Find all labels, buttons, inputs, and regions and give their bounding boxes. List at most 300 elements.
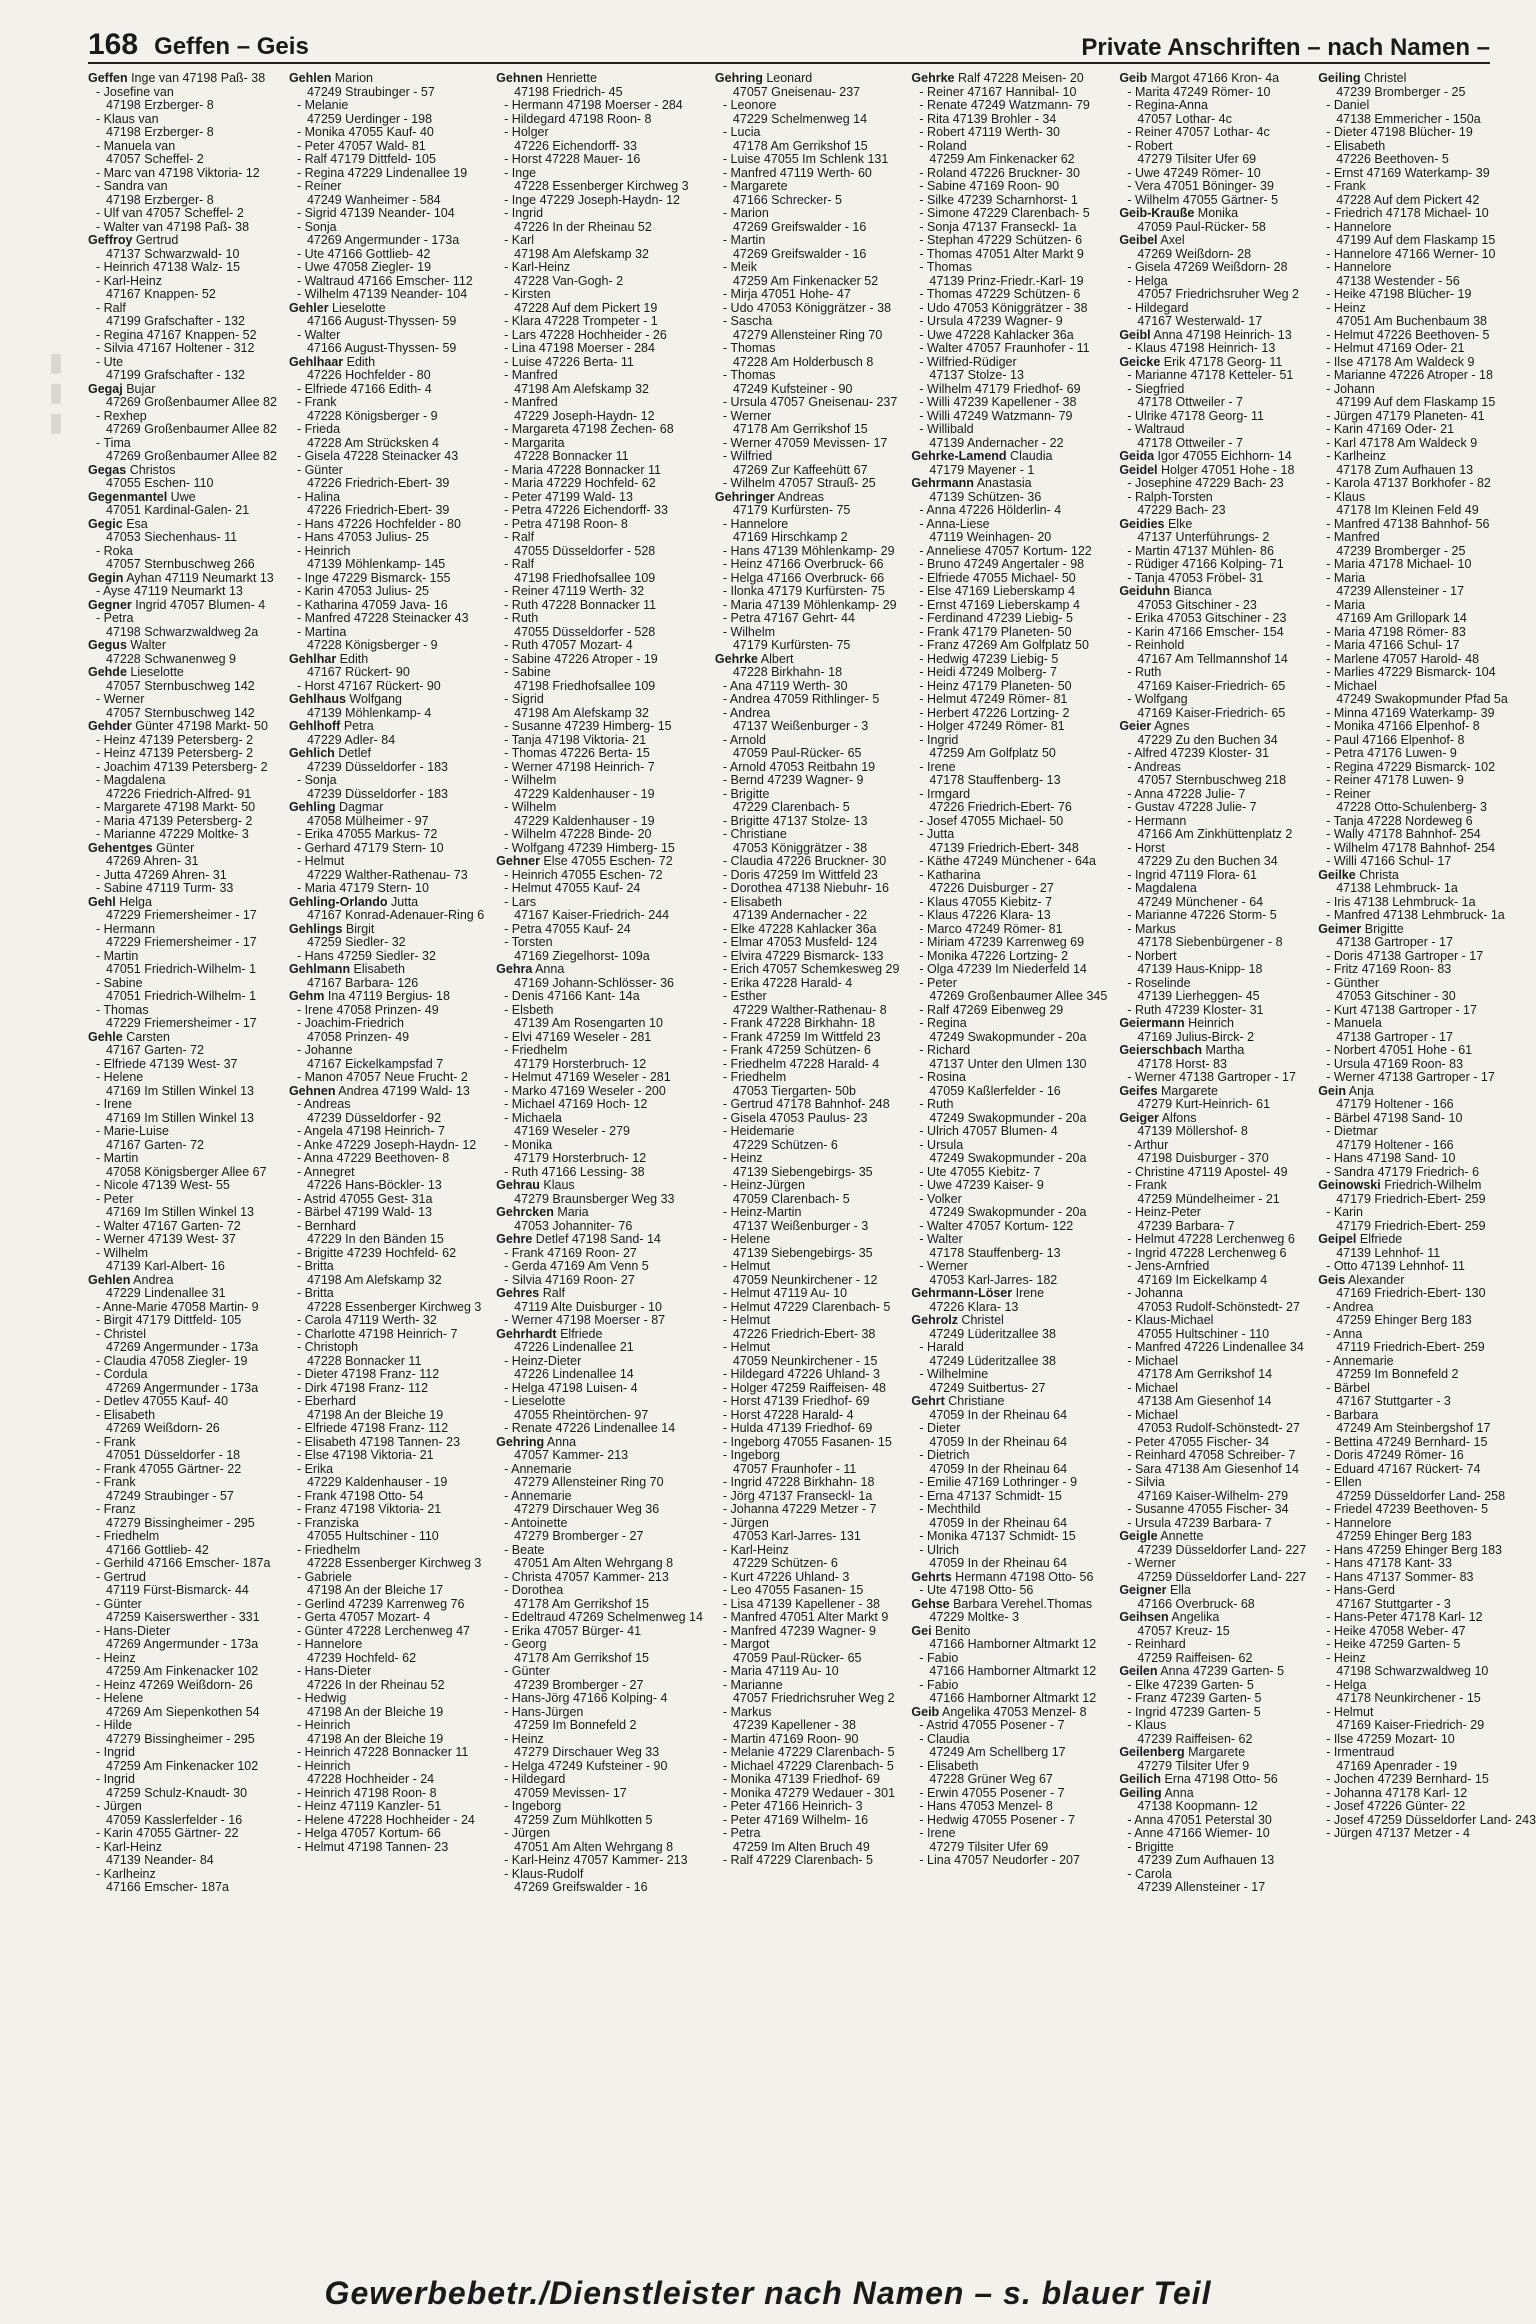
directory-entry: - Maria 47228 Bonnacker 11 xyxy=(504,462,661,477)
directory-entry: - Miriam 47239 Karrenweg 69 xyxy=(919,935,1085,949)
directory-entry: 47057 Kammer- 213 xyxy=(514,1448,629,1462)
directory-entry: - Martin 47169 Roon- 90 xyxy=(722,1731,859,1746)
directory-entry: - Willi 47239 Kapellener - 38 xyxy=(919,395,1077,409)
directory-entry: Gehring Leonard xyxy=(714,71,813,85)
directory-entry: - Paul 47166 Elpenhof- 8 xyxy=(1326,732,1465,747)
directory-entry: 47229 Kaldenhauser - 19 xyxy=(514,813,655,828)
directory-entry: - Wilhelmine xyxy=(919,1367,989,1381)
directory-entry: - Andrea 47059 Rithlinger- 5 xyxy=(722,692,880,706)
directory-entry: 47179 Kurfürsten- 75 xyxy=(732,503,851,517)
directory-entry: - Lisa 47139 Kapellener - 38 xyxy=(722,1596,880,1611)
directory-entry: - Karl-Heinz xyxy=(504,260,571,274)
directory-entry: 47226 Friedrich-Alfred- 91 xyxy=(106,786,252,801)
directory-entry: Geidel Holger 47051 Hohe - 18 xyxy=(1119,462,1295,477)
directory-entry: 47139 Am Rosengarten 10 xyxy=(514,1016,663,1030)
directory-entry: 47166 August-Thyssen- 59 xyxy=(306,314,457,328)
directory-entry: 47226 Beethoven- 5 xyxy=(1336,152,1449,166)
directory-entry: 47226 In der Rheinau 52 xyxy=(306,1677,445,1692)
directory-entry: - Karl-Heinz xyxy=(96,1839,162,1854)
directory-entry: 47057 Gneisenau- 237 xyxy=(732,84,861,99)
directory-entry: - Heinrich 47198 Roon- 8 xyxy=(296,1785,437,1800)
directory-entry: 47058 Königsberger Allee 67 xyxy=(106,1164,267,1179)
directory-entry: - Fabio xyxy=(919,1650,959,1665)
directory-entry: - Lars 47228 Hochheider - 26 xyxy=(504,327,667,342)
directory-entry: 47051 Friedrich-Wilhelm- 1 xyxy=(106,962,257,976)
directory-entry: - Marlies 47229 Bismarck- 104 xyxy=(1326,665,1496,679)
directory-entry: 47198 Erzberger- 8 xyxy=(106,98,214,112)
directory-entry: - Britta xyxy=(296,1259,334,1273)
directory-entry: - Katharina xyxy=(919,867,981,882)
directory-entry: - Melanie 47229 Clarenbach- 5 xyxy=(722,1745,895,1759)
directory-entry: 47226 Friedrich-Ebert- 39 xyxy=(306,503,450,517)
directory-entry: 47138 Koopmann- 12 xyxy=(1137,1799,1258,1813)
directory-entry: - Reiner 47178 Luwen- 9 xyxy=(1326,773,1464,787)
directory-entry: - Bärbel 47198 Sand- 10 xyxy=(1326,1110,1463,1125)
directory-entry: - Wilhelm 47178 Bahnhof- 254 xyxy=(1326,840,1496,855)
directory-entry: 47055 Düsseldorfer - 528 xyxy=(514,543,656,558)
directory-entry: - Heinrich 47138 Walz- 15 xyxy=(96,260,241,274)
directory-entry: Gegin Ayhan 47119 Neumarkt 13 xyxy=(88,570,274,585)
directory-entry: 47239 Zum Aufhauen 13 xyxy=(1137,1853,1275,1867)
directory-entry: - Klaus xyxy=(1127,1718,1167,1732)
directory-entry: - Helene 47228 Hochheider - 24 xyxy=(296,1812,475,1827)
directory-entry: - Ralf 47179 Dittfeld- 105 xyxy=(296,152,436,166)
directory-entry: 47228 Van-Gogh- 2 xyxy=(514,273,624,288)
directory-entry: Geib-Krauße Monika xyxy=(1119,206,1239,220)
directory-entry: - Erika 47055 Markus- 72 xyxy=(296,827,438,841)
directory-entry: - Barbara xyxy=(1326,1407,1379,1422)
directory-entry: - Walter 47167 Garten- 72 xyxy=(96,1218,241,1233)
directory-entry: 47228 Auf dem Pickert 19 xyxy=(514,300,658,315)
directory-entry: Gegus Walter xyxy=(88,638,167,652)
directory-entry: 47249 Am Schellberg 17 xyxy=(929,1745,1066,1759)
directory-entry: 47051 Am Buchenbaum 38 xyxy=(1336,314,1487,328)
directory-entry: 47229 Walther-Rathenau- 73 xyxy=(306,867,468,882)
directory-entry: 47228 Otto-Schulenberg- 3 xyxy=(1336,800,1487,814)
directory-entry: - Irene xyxy=(919,759,956,774)
directory-entry: - Manfred 47228 Steinacker 43 xyxy=(296,611,469,625)
directory-entry: - Thomas 47229 Schützen- 6 xyxy=(919,287,1081,301)
directory-entry: - Ute 47198 Otto- 56 xyxy=(919,1583,1034,1597)
directory-entry: Geffroy Gertrud xyxy=(88,233,179,247)
directory-entry: Geffen Inge van 47198 Paß- 38 xyxy=(88,71,266,85)
directory-entry: - Arnold xyxy=(722,732,767,747)
directory-entry: - Andreas xyxy=(296,1097,351,1111)
directory-entry: 47169 Julius-Birck- 2 xyxy=(1137,1029,1255,1044)
directory-entry: Gehring Anna xyxy=(496,1434,577,1449)
directory-entry: 47167 Stuttgarter - 3 xyxy=(1336,1596,1451,1611)
directory-entry: - Harald xyxy=(919,1340,964,1354)
directory-entry: Geilke Christa xyxy=(1318,867,1399,882)
directory-entry: - Marianne xyxy=(722,1677,783,1692)
directory-entry: 47178 Horst- 83 xyxy=(1137,1056,1227,1071)
directory-entry: - Uwe 47228 Kahlacker 36a xyxy=(919,327,1074,342)
directory-entry: 47167 Barbara- 126 xyxy=(306,975,419,990)
directory-entry: 47053 Rudolf-Schönstedt- 27 xyxy=(1137,1299,1300,1314)
directory-entry: - Regina-Anna xyxy=(1127,98,1208,112)
directory-entry: 47249 Straubinger - 57 xyxy=(106,1488,234,1503)
directory-entry: - Minna 47169 Waterkamp- 39 xyxy=(1326,705,1495,720)
directory-entry: 47239 Düsseldorfer - 92 xyxy=(306,1110,442,1125)
directory-entry: - Heinz 47166 Overbruck- 66 xyxy=(722,557,884,571)
directory-entry: - Josef 47226 Günter- 22 xyxy=(1326,1799,1466,1813)
directory-entry: Gehentges Günter xyxy=(88,840,195,855)
directory-entry: Geierschbach Martha xyxy=(1119,1043,1245,1057)
directory-entry: 47057 Friedrichsruher Weg 2 xyxy=(1137,287,1299,301)
directory-entry: - Else 47198 Viktoria- 21 xyxy=(296,1448,434,1462)
directory-entry: Gehnen Henriette xyxy=(496,71,597,85)
directory-entry: - Gertrud xyxy=(96,1569,147,1584)
directory-entry: 47167 Eickelkampsfad 7 xyxy=(306,1056,444,1071)
directory-entry: - Erna 47137 Schmidt- 15 xyxy=(919,1488,1062,1503)
directory-entry: - Erika 47053 Gitschiner - 23 xyxy=(1127,611,1287,625)
directory-entry: - Margarita xyxy=(504,435,565,450)
directory-entry: 47269 Angermunder - 173a xyxy=(106,1637,259,1651)
directory-entry: 47259 Im Bonnefeld 2 xyxy=(1336,1367,1459,1381)
directory-entry: - Elfriede 47139 West- 37 xyxy=(96,1056,238,1071)
directory-entry: - Christel xyxy=(96,1326,147,1341)
directory-entry: - Manfred 47119 Werth- 60 xyxy=(722,165,872,180)
directory-entry: - Luise 47055 Im Schlenk 131 xyxy=(722,152,889,166)
directory-entry: 47169 Im Stillen Winkel 13 xyxy=(106,1083,254,1098)
directory-entry: 47178 Im Kleinen Feld 49 xyxy=(1336,503,1479,517)
directory-entry: 47178 Stauffenberg- 13 xyxy=(929,773,1061,787)
directory-entry: - Claudia 47058 Ziegler- 19 xyxy=(96,1353,248,1368)
directory-entry: - Marlene 47057 Harold- 48 xyxy=(1326,651,1480,666)
directory-entry: 47279 Tilsiter Ufer 69 xyxy=(929,1839,1049,1854)
directory-entry: 47166 August-Thyssen- 59 xyxy=(306,341,457,355)
directory-entry: Gehner Else 47055 Eschen- 72 xyxy=(496,854,673,868)
directory-entry: - Silke 47239 Scharnhorst- 1 xyxy=(919,192,1078,207)
directory-entry: - Elfriede 47055 Michael- 50 xyxy=(919,570,1076,585)
directory-entry: - Otto 47139 Lehnhof- 11 xyxy=(1326,1259,1465,1273)
directory-entry: - Roland 47226 Bruckner- 30 xyxy=(919,165,1080,180)
column-2 xyxy=(289,72,484,2282)
directory-entry: 47198 Friedhofsallee 109 xyxy=(514,570,656,585)
directory-entry: - Helmut xyxy=(296,854,345,868)
directory-entry: 47167 Rückert- 90 xyxy=(306,665,410,679)
directory-entry: 47139 Schützen- 36 xyxy=(929,489,1042,504)
directory-entry: 47259 Am Finkenacker 102 xyxy=(106,1758,259,1773)
directory-entry: 47139 Friedrich-Ebert- 348 xyxy=(929,840,1079,855)
directory-entry: 47259 Düsseldorfer Land- 227 xyxy=(1137,1569,1307,1584)
directory-entry: - Monika 47137 Schmidt- 15 xyxy=(919,1529,1076,1543)
directory-entry: - Eberhard xyxy=(296,1394,357,1408)
directory-entry: - Ingrid 47228 Birkhahn- 18 xyxy=(722,1475,875,1489)
directory-entry: - Frank xyxy=(296,395,337,409)
directory-entry: 47269 Greifswalder - 16 xyxy=(732,246,867,261)
directory-entry: 47228 Schwanenweg 9 xyxy=(106,651,236,666)
directory-entry: Geiling Christel xyxy=(1318,71,1407,85)
directory-entry: - Luise 47226 Berta- 11 xyxy=(504,354,634,369)
directory-entry: Gehrmann Anastasia xyxy=(911,476,1032,490)
directory-entry: - Helmut 47228 Lerchenweg 6 xyxy=(1127,1232,1295,1246)
directory-entry: - Helmut 47169 Oder- 21 xyxy=(1326,341,1465,355)
directory-entry: - Gerda 47169 Am Venn 5 xyxy=(504,1259,649,1273)
directory-entry: - Karl-Heinz 47057 Kammer- 213 xyxy=(504,1853,688,1867)
directory-entry: 47139 Prinz-Friedr.-Karl- 19 xyxy=(929,273,1084,288)
directory-entry: 47059 In der Rheinau 64 xyxy=(929,1515,1068,1530)
directory-entry: - Michael xyxy=(1326,678,1377,693)
directory-entry: - Roselinde xyxy=(1127,975,1191,990)
directory-entry: 47119 Fürst-Bismarck- 44 xyxy=(106,1583,249,1597)
directory-entry: - Wilhelm 47139 Neander- 104 xyxy=(296,287,468,301)
directory-entry: - Helga 47249 Kufsteiner - 90 xyxy=(504,1758,668,1773)
directory-entry: - Hans 47259 Siedler- 32 xyxy=(296,948,436,963)
directory-entry: - Helga 47198 Luisen- 4 xyxy=(504,1380,638,1395)
directory-entry: - Elisabeth 47198 Tannen- 23 xyxy=(296,1434,461,1449)
directory-entry: - Mirja 47051 Hohe- 47 xyxy=(722,287,851,301)
directory-entry: 47239 Barbara- 7 xyxy=(1137,1218,1235,1233)
directory-entry: - Horst 47228 Mauer- 16 xyxy=(504,152,641,166)
directory-entry: 47229 Schützen- 6 xyxy=(732,1556,838,1570)
directory-entry: - Doris 47259 Im Wittfeld 23 xyxy=(722,867,878,882)
directory-entry: - Brigitte 47137 Stolze- 13 xyxy=(722,813,868,828)
directory-entry: 47226 Friedrich-Ebert- 38 xyxy=(732,1326,876,1341)
directory-entry: - Elvira 47229 Bismarck- 133 xyxy=(722,948,884,963)
directory-entry: 47239 Düsseldorfer - 183 xyxy=(306,786,449,801)
directory-entry: - Joachim 47139 Petersberg- 2 xyxy=(96,759,268,774)
directory-entry: - Maria 47178 Michael- 10 xyxy=(1326,557,1472,571)
directory-entry: - Herbert 47226 Lortzing- 2 xyxy=(919,705,1070,720)
directory-entry: 47229 Kaldenhauser - 19 xyxy=(514,786,655,801)
directory-entry: - Frank 47179 Planeten- 50 xyxy=(919,624,1072,639)
directory-entry: - Karl-Heinz xyxy=(722,1542,789,1557)
directory-entry: 47169 Kaiser-Friedrich- 65 xyxy=(1137,678,1286,693)
directory-entry: - Heidi 47249 Molberg- 7 xyxy=(919,665,1057,679)
directory-entry: - Ute 47055 Kiebitz- 7 xyxy=(919,1164,1041,1179)
directory-entry: - Jürgen xyxy=(504,1826,551,1840)
directory-entry: 47269 Großenbaumer Allee 82 xyxy=(106,422,277,436)
directory-entry: 47178 Am Gerrikshof 15 xyxy=(514,1650,649,1665)
directory-entry: - Maria 47229 Hochfeld- 62 xyxy=(504,476,656,490)
directory-entry: - Hermann 47198 Moerser - 284 xyxy=(504,98,683,112)
directory-entry: 47139 Siebengebirgs- 35 xyxy=(732,1245,873,1260)
directory-entry: - Willi 47166 Schul- 17 xyxy=(1326,854,1452,868)
directory-entry: Gehm Ina 47119 Bergius- 18 xyxy=(288,989,450,1003)
directory-entry: - Günter 47228 Lerchenweg 47 xyxy=(296,1623,470,1638)
directory-entry: - Heinz-Martin xyxy=(722,1205,802,1219)
directory-entry: Geier Agnes xyxy=(1119,719,1190,733)
directory-entry: 47239 Raiffeisen- 62 xyxy=(1137,1731,1253,1746)
directory-entry: - Manfred xyxy=(1326,530,1380,544)
directory-entry: 47228 Am Strücksken 4 xyxy=(306,435,439,450)
directory-entry: - Waltraud xyxy=(1127,422,1185,436)
directory-entry: - Thomas xyxy=(96,1002,149,1017)
directory-entry: - Maria 47139 Petersberg- 2 xyxy=(96,813,253,828)
directory-entry: - Werner xyxy=(722,408,772,423)
directory-entry: - Frieda xyxy=(296,422,341,436)
directory-entry: - Fritz 47169 Roon- 83 xyxy=(1326,962,1452,976)
directory-entry: - Wilhelm xyxy=(504,773,557,787)
directory-entry: - Annemarie xyxy=(504,1461,572,1476)
directory-entry: - Manfred 47051 Alter Markt 9 xyxy=(722,1610,889,1624)
directory-entry: 47119 Friedrich-Ebert- 259 xyxy=(1336,1340,1485,1354)
directory-entry: - Hans-Jörg 47166 Kolping- 4 xyxy=(504,1691,668,1705)
directory-entry: - Annemarie xyxy=(1326,1353,1394,1368)
directory-entry: - Erika xyxy=(296,1461,334,1476)
directory-entry: 47259 Ehinger Berg 183 xyxy=(1336,1313,1472,1327)
directory-entry: - Helga 47057 Kortum- 66 xyxy=(296,1826,441,1840)
directory-entry: 47279 Bissingheimer - 295 xyxy=(106,1731,255,1746)
directory-entry: - Heike 47198 Blücher- 19 xyxy=(1326,287,1472,301)
directory-entry: - Udo 47053 Königgrätzer - 38 xyxy=(919,300,1088,315)
directory-entry: Geihsen Angelika xyxy=(1119,1610,1220,1624)
directory-entry: Gehnen Andrea 47199 Wald- 13 xyxy=(288,1083,470,1098)
directory-entry: - Frank xyxy=(96,1434,136,1449)
directory-entry: - Cordula xyxy=(96,1367,148,1381)
directory-entry: - Marita 47249 Römer- 10 xyxy=(1127,84,1271,99)
directory-entry: 47169 Friedrich-Ebert- 130 xyxy=(1336,1286,1486,1300)
directory-entry: - Petra 47226 Eichendorff- 33 xyxy=(504,503,668,517)
directory-entry: 47229 Schützen- 6 xyxy=(732,1137,838,1152)
directory-entry: - Monika 47166 Elpenhof- 8 xyxy=(1326,719,1480,733)
directory-entry: 47139 Lehnhof- 11 xyxy=(1336,1245,1441,1260)
directory-entry: - Markus xyxy=(722,1704,772,1719)
directory-entry: - Irmgard xyxy=(919,786,971,801)
directory-entry: 47259 Kaiserswerther - 331 xyxy=(106,1610,260,1624)
directory-entry: 47249 Swakopmunder Pfad 5a xyxy=(1336,692,1508,706)
directory-entry: - Irmentraud xyxy=(1326,1745,1395,1759)
directory-entry: - Dieter xyxy=(919,1421,961,1435)
directory-entry: - Walter 47057 Fraunhofer - 11 xyxy=(919,341,1090,355)
directory-entry: - Dorothea 47138 Niebuhr- 16 xyxy=(722,881,889,895)
directory-entry: - Ingeborg 47055 Fasanen- 15 xyxy=(722,1434,892,1449)
directory-entry: - Gustav 47228 Julie- 7 xyxy=(1127,800,1257,814)
directory-entry: 47059 Clarenbach- 5 xyxy=(732,1191,850,1206)
directory-entry: 47137 Schwarzwald- 10 xyxy=(106,246,240,261)
directory-entry: - Else 47169 Lieberskamp 4 xyxy=(919,584,1076,598)
directory-entry: 47269 Angermunder - 173a xyxy=(106,1340,259,1354)
directory-entry: - Regina 47167 Knappen- 52 xyxy=(96,327,257,342)
directory-entry: - Ruth 47057 Mozart- 4 xyxy=(504,638,633,652)
directory-entry: Geibl Anna 47198 Heinrich- 13 xyxy=(1119,327,1292,342)
directory-entry: - Roka xyxy=(96,543,133,558)
directory-entry: - Monika xyxy=(504,1137,553,1152)
directory-entry: - Frank xyxy=(96,1475,136,1489)
directory-entry: - Ruth xyxy=(504,611,539,625)
directory-entry: Gehlhaus Wolfgang xyxy=(288,692,402,706)
directory-entry: - Siegfried xyxy=(1127,381,1185,396)
directory-entry: 47249 Wanheimer - 584 xyxy=(306,192,441,207)
directory-entry: - Marianne 47229 Moltke- 3 xyxy=(96,827,249,841)
directory-entry: - Petra xyxy=(96,611,134,625)
directory-entry: 47199 Auf dem Flaskamp 15 xyxy=(1336,233,1496,247)
directory-entry: - Johanna 47229 Metzer - 7 xyxy=(722,1502,877,1516)
directory-entry: 47228 Bonnacker 11 xyxy=(306,1353,422,1368)
directory-entry: 47199 Grafschafter - 132 xyxy=(106,368,245,382)
directory-entry: 47229 Friemersheimer - 17 xyxy=(106,935,257,949)
directory-entry: - Elvi 47169 Weseler - 281 xyxy=(504,1029,652,1044)
directory-entry: 47059 Mevissen- 17 xyxy=(514,1785,627,1800)
directory-entry: - Karlheinz xyxy=(96,1866,156,1881)
directory-entry: - Inge xyxy=(504,165,537,180)
directory-entry: 47239 Allensteiner - 17 xyxy=(1137,1880,1266,1894)
directory-entry: 47198 Am Alefskamp 32 xyxy=(514,381,649,396)
directory-entry: - Margarete xyxy=(722,179,788,193)
directory-entry: - Willibald xyxy=(919,422,974,436)
directory-entry: 47199 Auf dem Flaskamp 15 xyxy=(1336,395,1496,409)
directory-entry: - Hans 47139 Möhlenkamp- 29 xyxy=(722,543,895,558)
directory-entry: Gein Anja xyxy=(1318,1083,1374,1098)
directory-entry: - Birgit 47179 Dittfeld- 105 xyxy=(96,1313,242,1327)
directory-entry: - Annemarie xyxy=(504,1488,572,1503)
directory-entry: - Claudia xyxy=(919,1731,970,1746)
directory-entry: - Magdalena xyxy=(1127,881,1197,895)
directory-entry: - Sandra 47179 Friedrich- 6 xyxy=(1326,1164,1480,1179)
directory-entry: Gehrke-Lamend Claudia xyxy=(911,449,1053,463)
directory-entry: Geidies Elke xyxy=(1119,516,1193,531)
directory-entry: - Manfred 47138 Bahnhof- 56 xyxy=(1326,516,1490,531)
directory-entry: - Petra 47198 Roon- 8 xyxy=(504,516,628,531)
directory-entry: - Thomas xyxy=(722,341,776,355)
directory-entry: 47249 Swakopmunder - 20a xyxy=(929,1151,1087,1165)
directory-entry: 47279 Dirschauer Weg 33 xyxy=(514,1745,660,1759)
directory-entry: 47198 Am Alefskamp 32 xyxy=(306,1272,442,1287)
directory-entry: - Ilse 47259 Mozart- 10 xyxy=(1326,1731,1455,1746)
directory-entry: - Hannelore xyxy=(1326,260,1392,274)
directory-entry: - Friedhelm xyxy=(296,1542,361,1557)
directory-entry: - Elfriede 47166 Edith- 4 xyxy=(296,381,432,396)
directory-entry: 47228 Grüner Weg 67 xyxy=(929,1772,1053,1786)
directory-entry: 47229 Moltke- 3 xyxy=(929,1610,1020,1624)
directory-entry: 47137 Unter den Ulmen 130 xyxy=(929,1056,1087,1071)
directory-entry: - Lucia xyxy=(722,125,761,139)
directory-entry: 47057 Lothar- 4c xyxy=(1137,111,1232,126)
directory-entry: 47228 Birkhahn- 18 xyxy=(732,665,843,679)
directory-entry: - Peter 47169 Wilhelm- 16 xyxy=(722,1812,869,1827)
directory-entry: 47229 In den Bänden 15 xyxy=(306,1232,444,1246)
directory-entry: - Werner 47138 Gartroper - 17 xyxy=(1127,1070,1296,1084)
directory-entry: - Arthur xyxy=(1127,1137,1169,1152)
directory-entry: - Helmut 47198 Tannen- 23 xyxy=(296,1839,449,1854)
directory-entry: - Friedrich 47178 Michael- 10 xyxy=(1326,206,1489,220)
directory-entry: 47228 Am Holderbusch 8 xyxy=(732,354,874,369)
directory-entry: - Marion xyxy=(722,206,769,220)
directory-entry: Geifes Margarete xyxy=(1119,1083,1218,1098)
directory-entry: - Peter 47199 Wald- 13 xyxy=(504,489,633,504)
directory-entry: 47169 Am Grillopark 14 xyxy=(1336,611,1467,625)
directory-entry: - Arnold 47053 Reitbahn 19 xyxy=(722,759,876,774)
directory-entry: - Reinhard 47058 Schreiber- 7 xyxy=(1127,1448,1296,1462)
directory-entry: 47226 Friedrich-Ebert- 39 xyxy=(306,476,450,490)
directory-entry: - Hans-Dieter xyxy=(96,1623,171,1638)
directory-entry: 47199 Grafschafter - 132 xyxy=(106,314,245,328)
directory-entry: - Gisela 47228 Steinacker 43 xyxy=(296,449,459,463)
directory-entry: - Ruth 47166 Lessing- 38 xyxy=(504,1164,645,1179)
directory-entry: - Waltraud 47166 Emscher- 112 xyxy=(296,273,473,288)
directory-entry: - Heinz 47139 Petersberg- 2 xyxy=(96,746,254,760)
directory-entry: - Brigitte 47239 Hochfeld- 62 xyxy=(296,1245,457,1260)
directory-entry: 47259 Schulz-Knaudt- 30 xyxy=(106,1785,248,1800)
directory-entry: Gehrke Albert xyxy=(714,651,794,666)
directory-entry: - Ursula 47169 Roon- 83 xyxy=(1326,1056,1464,1071)
directory-entry: 47249 Lüderitzallee 38 xyxy=(929,1353,1056,1368)
directory-entry: - Leonore xyxy=(722,98,777,112)
directory-entry: 47259 Im Bonnefeld 2 xyxy=(514,1718,637,1732)
directory-entry: - Reiner xyxy=(1326,786,1371,801)
directory-entry: - Manfred xyxy=(504,368,558,382)
directory-entry: 47059 In der Rheinau 64 xyxy=(929,1434,1068,1449)
directory-entry: - Karl xyxy=(504,233,535,247)
directory-entry: 47269 Großenbaumer Allee 82 xyxy=(106,449,277,463)
directory-entry: - Beate xyxy=(504,1542,545,1557)
directory-entry: - Rexhep xyxy=(96,408,147,423)
directory-entry: - Reiner 47167 Hannibal- 10 xyxy=(919,84,1077,99)
directory-entry: 47053 Karl-Jarres- 182 xyxy=(929,1272,1058,1287)
directory-entry: 47179 Horsterbruch- 12 xyxy=(514,1151,647,1165)
directory-entry: - Wilhelm xyxy=(722,624,776,639)
